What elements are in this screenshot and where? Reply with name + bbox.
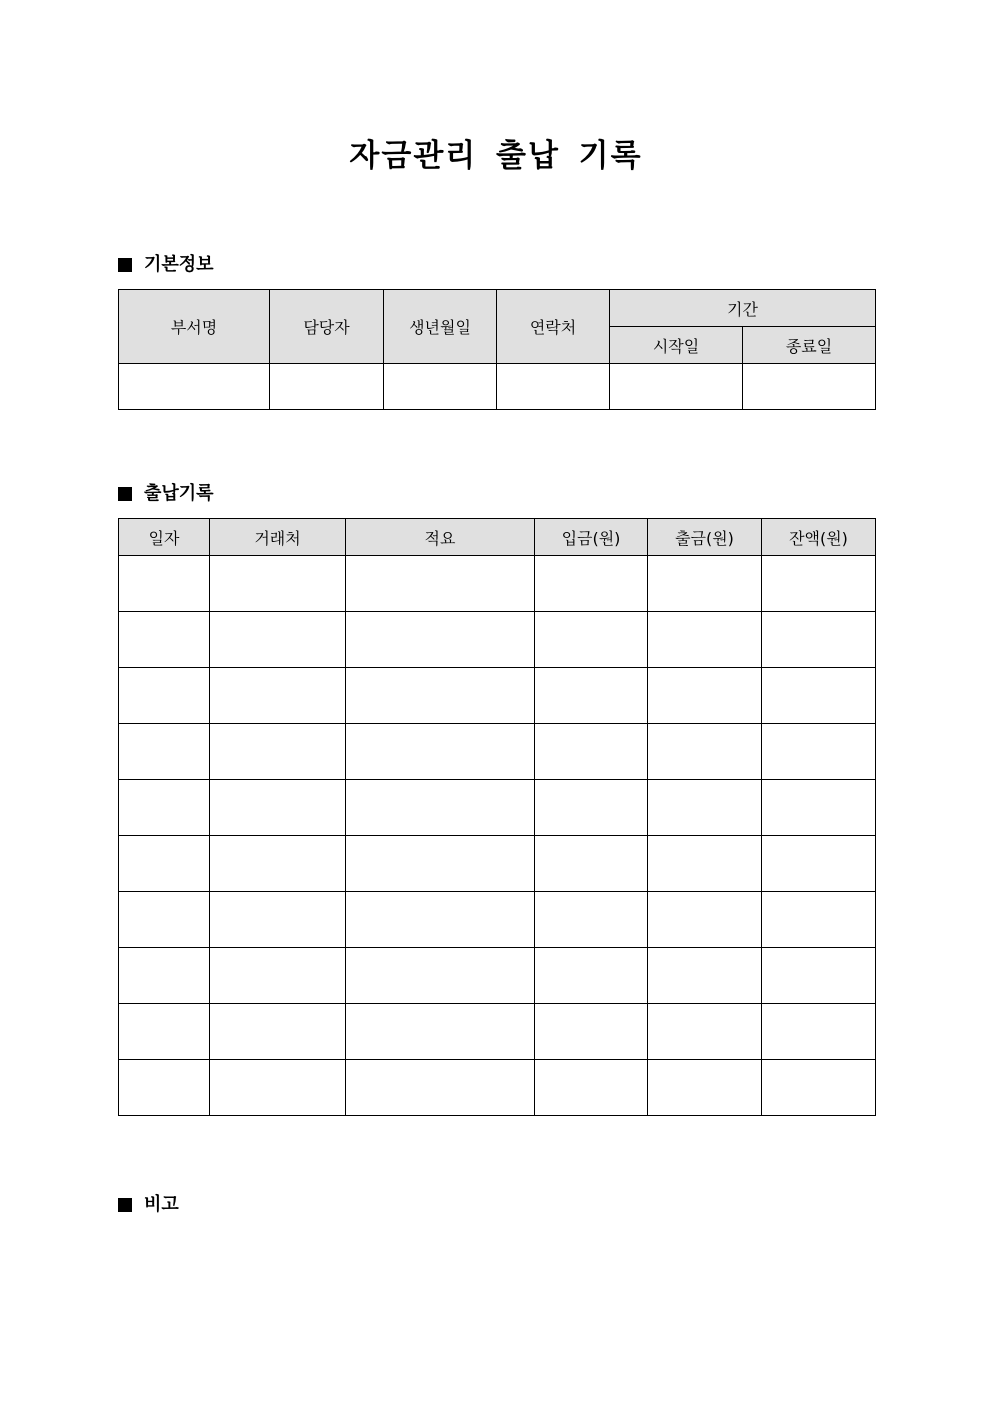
client-cell[interactable] (210, 836, 346, 892)
department-cell[interactable] (119, 364, 270, 410)
section-remarks-label: 비고 (144, 1194, 179, 1215)
header-contact: 연락처 (497, 290, 610, 364)
summary-cell[interactable] (346, 948, 535, 1004)
date-cell[interactable] (119, 780, 210, 836)
summary-cell[interactable] (346, 892, 535, 948)
summary-cell[interactable] (346, 780, 535, 836)
table-row (119, 668, 876, 724)
header-summary: 적요 (346, 519, 535, 556)
start-date-cell[interactable] (610, 364, 743, 410)
date-cell[interactable] (119, 892, 210, 948)
deposit-cell[interactable] (535, 948, 648, 1004)
date-cell[interactable] (119, 612, 210, 668)
client-cell[interactable] (210, 556, 346, 612)
birthdate-cell[interactable] (384, 364, 497, 410)
deposit-cell[interactable] (535, 836, 648, 892)
summary-cell[interactable] (346, 1060, 535, 1116)
date-cell[interactable] (119, 1004, 210, 1060)
header-date: 일자 (119, 519, 210, 556)
date-cell[interactable] (119, 836, 210, 892)
balance-cell[interactable] (762, 1004, 876, 1060)
records-table (118, 518, 876, 1116)
summary-cell[interactable] (346, 724, 535, 780)
manager-cell[interactable] (270, 364, 384, 410)
balance-cell[interactable] (762, 1060, 876, 1116)
table-row (119, 556, 876, 612)
table-row (119, 1060, 876, 1116)
square-bullet-icon (118, 1198, 132, 1212)
section-records-label: 출납기록 (144, 483, 214, 504)
table-row (119, 364, 876, 410)
client-cell[interactable] (210, 668, 346, 724)
client-cell[interactable] (210, 1060, 346, 1116)
deposit-cell[interactable] (535, 1060, 648, 1116)
table-row (119, 780, 876, 836)
balance-cell[interactable] (762, 836, 876, 892)
summary-cell[interactable] (346, 612, 535, 668)
header-period: 기간 (610, 290, 876, 327)
header-deposit: 입금(원) (535, 519, 648, 556)
client-cell[interactable] (210, 612, 346, 668)
date-cell[interactable] (119, 1060, 210, 1116)
deposit-cell[interactable] (535, 724, 648, 780)
section-basic-info (118, 253, 214, 277)
withdrawal-cell[interactable] (648, 892, 762, 948)
withdrawal-cell[interactable] (648, 556, 762, 612)
basic-info-table (118, 289, 876, 410)
header-client: 거래처 (210, 519, 346, 556)
balance-cell[interactable] (762, 612, 876, 668)
withdrawal-cell[interactable] (648, 836, 762, 892)
client-cell[interactable] (210, 948, 346, 1004)
contact-cell[interactable] (497, 364, 610, 410)
withdrawal-cell[interactable] (648, 780, 762, 836)
header-start-date: 시작일 (610, 327, 743, 364)
deposit-cell[interactable] (535, 892, 648, 948)
withdrawal-cell[interactable] (648, 724, 762, 780)
table-row (119, 948, 876, 1004)
balance-cell[interactable] (762, 668, 876, 724)
header-department: 부서명 (119, 290, 270, 364)
deposit-cell[interactable] (535, 556, 648, 612)
date-cell[interactable] (119, 948, 210, 1004)
client-cell[interactable] (210, 892, 346, 948)
deposit-cell[interactable] (535, 780, 648, 836)
withdrawal-cell[interactable] (648, 668, 762, 724)
table-row (119, 836, 876, 892)
square-bullet-icon (118, 258, 132, 272)
header-manager: 담당자 (270, 290, 384, 364)
table-row (119, 612, 876, 668)
withdrawal-cell[interactable] (648, 1004, 762, 1060)
date-cell[interactable] (119, 668, 210, 724)
client-cell[interactable] (210, 1004, 346, 1060)
withdrawal-cell[interactable] (648, 612, 762, 668)
section-remarks (118, 1193, 179, 1217)
summary-cell[interactable] (346, 1004, 535, 1060)
end-date-cell[interactable] (743, 364, 876, 410)
section-records (118, 482, 214, 506)
square-bullet-icon (118, 487, 132, 501)
document-title: 자금관리 출납 기록 (349, 138, 643, 174)
date-cell[interactable] (119, 556, 210, 612)
balance-cell[interactable] (762, 948, 876, 1004)
balance-cell[interactable] (762, 892, 876, 948)
client-cell[interactable] (210, 780, 346, 836)
date-cell[interactable] (119, 724, 210, 780)
balance-cell[interactable] (762, 556, 876, 612)
deposit-cell[interactable] (535, 668, 648, 724)
summary-cell[interactable] (346, 668, 535, 724)
records-body (119, 556, 876, 1116)
table-row (119, 724, 876, 780)
withdrawal-cell[interactable] (648, 1060, 762, 1116)
section-basic-info-label: 기본정보 (144, 254, 214, 275)
withdrawal-cell[interactable] (648, 948, 762, 1004)
balance-cell[interactable] (762, 780, 876, 836)
summary-cell[interactable] (346, 836, 535, 892)
header-end-date: 종료일 (743, 327, 876, 364)
table-row (119, 892, 876, 948)
client-cell[interactable] (210, 724, 346, 780)
header-birthdate: 생년월일 (384, 290, 497, 364)
header-balance: 잔액(원) (762, 519, 876, 556)
summary-cell[interactable] (346, 556, 535, 612)
balance-cell[interactable] (762, 724, 876, 780)
table-row (119, 1004, 876, 1060)
header-withdrawal: 출금(원) (648, 519, 762, 556)
deposit-cell[interactable] (535, 1004, 648, 1060)
deposit-cell[interactable] (535, 612, 648, 668)
